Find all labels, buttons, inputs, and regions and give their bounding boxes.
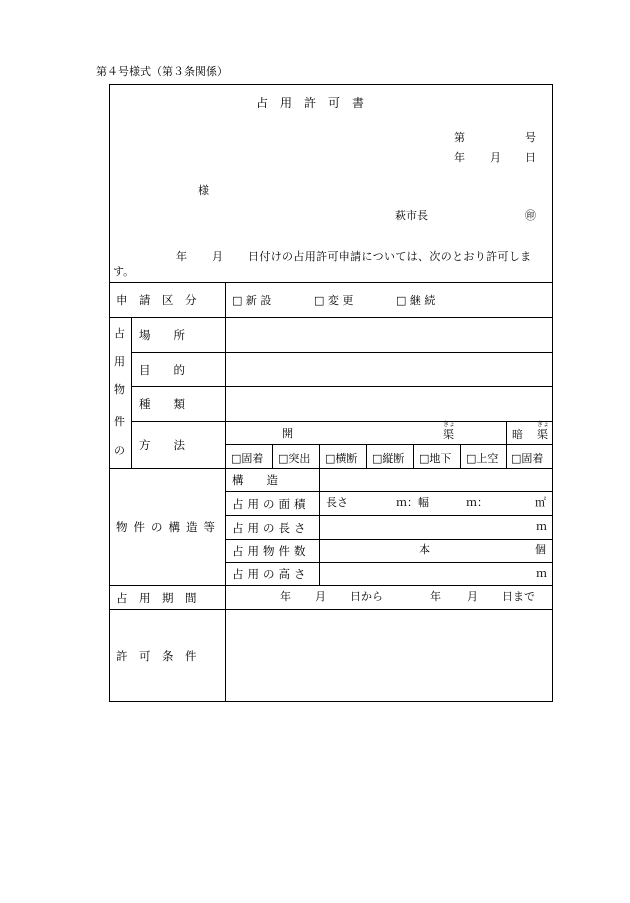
conditions-field[interactable] [226,610,552,701]
method-label: 方 法 [139,438,185,452]
purpose-label: 目 的 [139,362,185,377]
method-option-overhead[interactable]: □上空 [466,452,499,465]
closed-channel-ruby: きょ [537,421,550,428]
body-line2: す。 [113,265,135,278]
vertical-char: 件 [114,415,125,428]
height-row-label: 占用の高さ [232,567,310,581]
vertical-char: 占 [114,327,125,340]
period-until: 日まで [502,590,535,603]
period-month1: 月 [315,590,326,603]
number-suffix: 号 [525,131,536,144]
count-row-label: 占用物件数 [232,544,310,558]
kind-label: 種 類 [139,397,185,411]
area-length: 長さ [326,496,348,509]
area-m-colon: ｍ： [466,496,488,509]
area-sqm: ㎡ [535,496,546,509]
open-channel-ruby: きょ [443,421,456,428]
conditions-label: 許 可 条 件 [116,648,197,663]
date-year: 年 [454,151,465,164]
method-option-protrude[interactable]: □突出 [278,452,311,465]
vertical-char: 物 [114,383,125,396]
seal-mark: ㊞ [525,209,536,222]
structure-row-label: 構 造 [232,473,278,487]
method-option-crossing[interactable]: □横断 [325,452,358,465]
period-year1: 年 [280,590,291,603]
place-label: 場 所 [139,328,185,342]
number-prefix: 第 [454,131,465,144]
issuer: 萩市長 [395,209,428,222]
document-title: 占 用 許 可 書 [256,96,365,110]
closed-channel-left: 暗 [512,428,523,441]
area-row-label: 占用の面積 [232,496,310,511]
length-row-label: 占用の長さ [232,520,310,535]
body-line1: 日付けの占用許可申請については、次のとおり許可しま [248,250,532,263]
period-from: 日から [350,590,383,603]
form-number: 第４号様式（第３条関係） [96,65,228,78]
date-month: 月 [490,151,501,164]
method-option-fixed[interactable]: □固着 [231,452,264,465]
method-option-longitudinal[interactable]: □縦断 [372,452,405,465]
length-unit[interactable]: ｍ [536,520,547,533]
count-hon: 本 [419,543,430,556]
option-change[interactable]: □ 変 更 [314,294,354,307]
method-option-fixed-closed[interactable]: □固着 [511,452,544,465]
vertical-char: の [114,444,125,457]
period-month2: 月 [467,590,478,603]
date-day: 日 [525,151,536,164]
open-channel-left: 開 [282,427,293,440]
recipient-suffix: 様 [198,184,209,197]
period-label: 占 用 期 間 [116,590,197,605]
structure-label: 物件の構造等 [116,520,221,534]
closed-channel-right: 渠 [537,428,548,441]
body-month: 月 [212,250,223,263]
period-year2: 年 [430,590,441,603]
vertical-char: 用 [114,355,125,368]
height-unit[interactable]: ｍ [536,567,547,580]
area-m-width: ｍ：幅 [396,496,429,509]
count-ko: 個 [535,543,546,556]
body-year: 年 [176,250,187,263]
option-continue[interactable]: □ 継 続 [396,294,436,307]
open-channel-right: 渠 [443,428,454,441]
option-new[interactable]: □ 新 設 [232,294,272,307]
application-type-label: 申 請 区 分 [116,293,197,307]
method-option-underground[interactable]: □地下 [419,452,452,465]
